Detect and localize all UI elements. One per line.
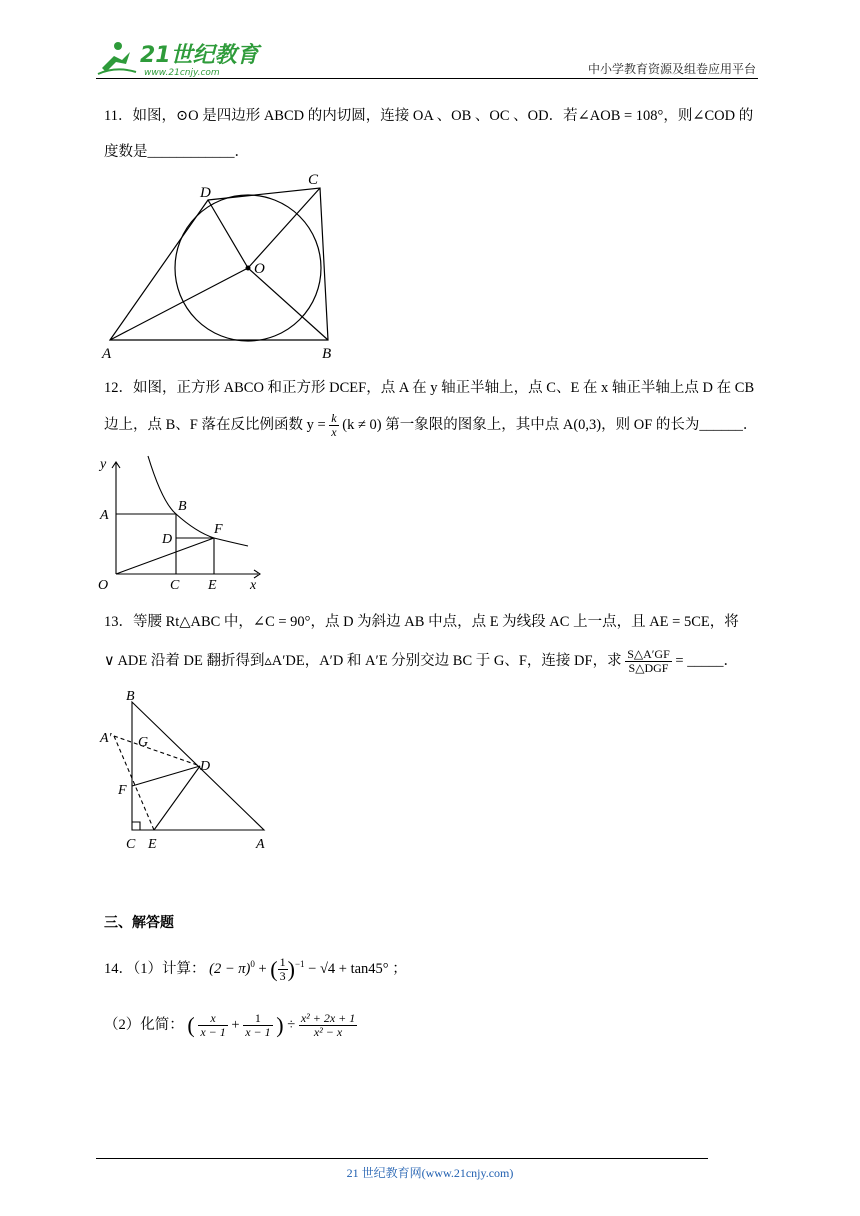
label-c: C: [308, 172, 319, 188]
label-c: C: [170, 578, 180, 593]
label-d: D: [200, 185, 211, 201]
label-a: A: [102, 346, 112, 362]
label-g: G: [138, 735, 149, 750]
logo-text: 21世纪教育: [140, 43, 259, 68]
label-a: A: [256, 837, 265, 852]
q13-figure: [96, 690, 276, 854]
runner-logo-icon: [98, 42, 136, 74]
q11-figure: [100, 170, 350, 364]
label-d: D: [200, 759, 211, 774]
footer-rule: [96, 1158, 708, 1159]
logo-url: www.21cnjy.com: [144, 68, 220, 78]
q13-line1: 13．等腰 Rt△ABC 中，∠C = 90°，点 D 为斜边 AB 中点，点 E 为线段 AC 上一点，且 AE = 5CE，将: [104, 614, 739, 630]
q11-line1: 11．如图，⊙O 是四边形 ABCD 的内切圆，连接 OA 、OB 、OC 、OD．若∠AOB = 108°，则∠COD 的: [104, 108, 754, 124]
site-logo: [96, 38, 266, 80]
label-b: B: [322, 346, 332, 362]
label-y: y: [100, 457, 107, 472]
q12-figure: [96, 452, 276, 596]
label-f: F: [118, 783, 127, 798]
label-o: O: [254, 261, 265, 277]
label-o: O: [98, 578, 109, 593]
q14-part2: （2）化简： ( $\frac{x}{x - 1}$ + $\frac{1}{x - 1}$ ) ÷ $\frac{\text{x² + 2x + 1}}{\text{x² − x}}$: [104, 1011, 356, 1039]
label-x: x: [250, 578, 257, 593]
header-rule: [96, 78, 758, 79]
label-b: B: [178, 499, 187, 514]
q14-part1: 14．（1）计算： $(2 - \pi)^0$ + ( $\frac{1}{3}$ )$^{-1}$ − √4 + tan45° ；: [104, 955, 407, 983]
quadrilateral-abcd: [110, 188, 328, 340]
label-a-prime: A′: [100, 731, 112, 746]
label-f: F: [214, 522, 223, 537]
footer-text: 21 世纪教育网(www.21cnjy.com): [346, 1166, 514, 1180]
label-e: E: [208, 578, 217, 593]
q13-line2: ∨ ADE 沿着 DE 翻折得到▵A′DE，A′D 和 A′E 分别交边 BC 于 G、F，连接 DF，求 $\frac{S\triangle A'GF}{\text{S△DGF}}$ = _____．: [104, 647, 738, 675]
label-b: B: [126, 690, 135, 704]
section-title: 三、解答题: [104, 914, 174, 930]
q12-line2: 边上，点 B、F 落在反比例函数 y = $\frac{k}{x}$ (k ≠ 0) 第一象限的图象上，其中点 A(0,3)，则 OF 的长为______．: [104, 411, 758, 439]
label-d: D: [162, 532, 173, 547]
q12-line1: 12．如图，正方形 ABCO 和正方形 DCEF，点 A 在 y 轴正半轴上，点 C、E 在 x 轴正半轴上点 D 在 CB: [104, 380, 755, 396]
label-a: A: [100, 508, 109, 523]
label-c: C: [126, 837, 136, 852]
q11-line2: 度数是____________．: [104, 144, 249, 160]
label-e: E: [148, 837, 157, 852]
platform-name: 中小学教育资源及组卷应用平台: [587, 62, 756, 76]
